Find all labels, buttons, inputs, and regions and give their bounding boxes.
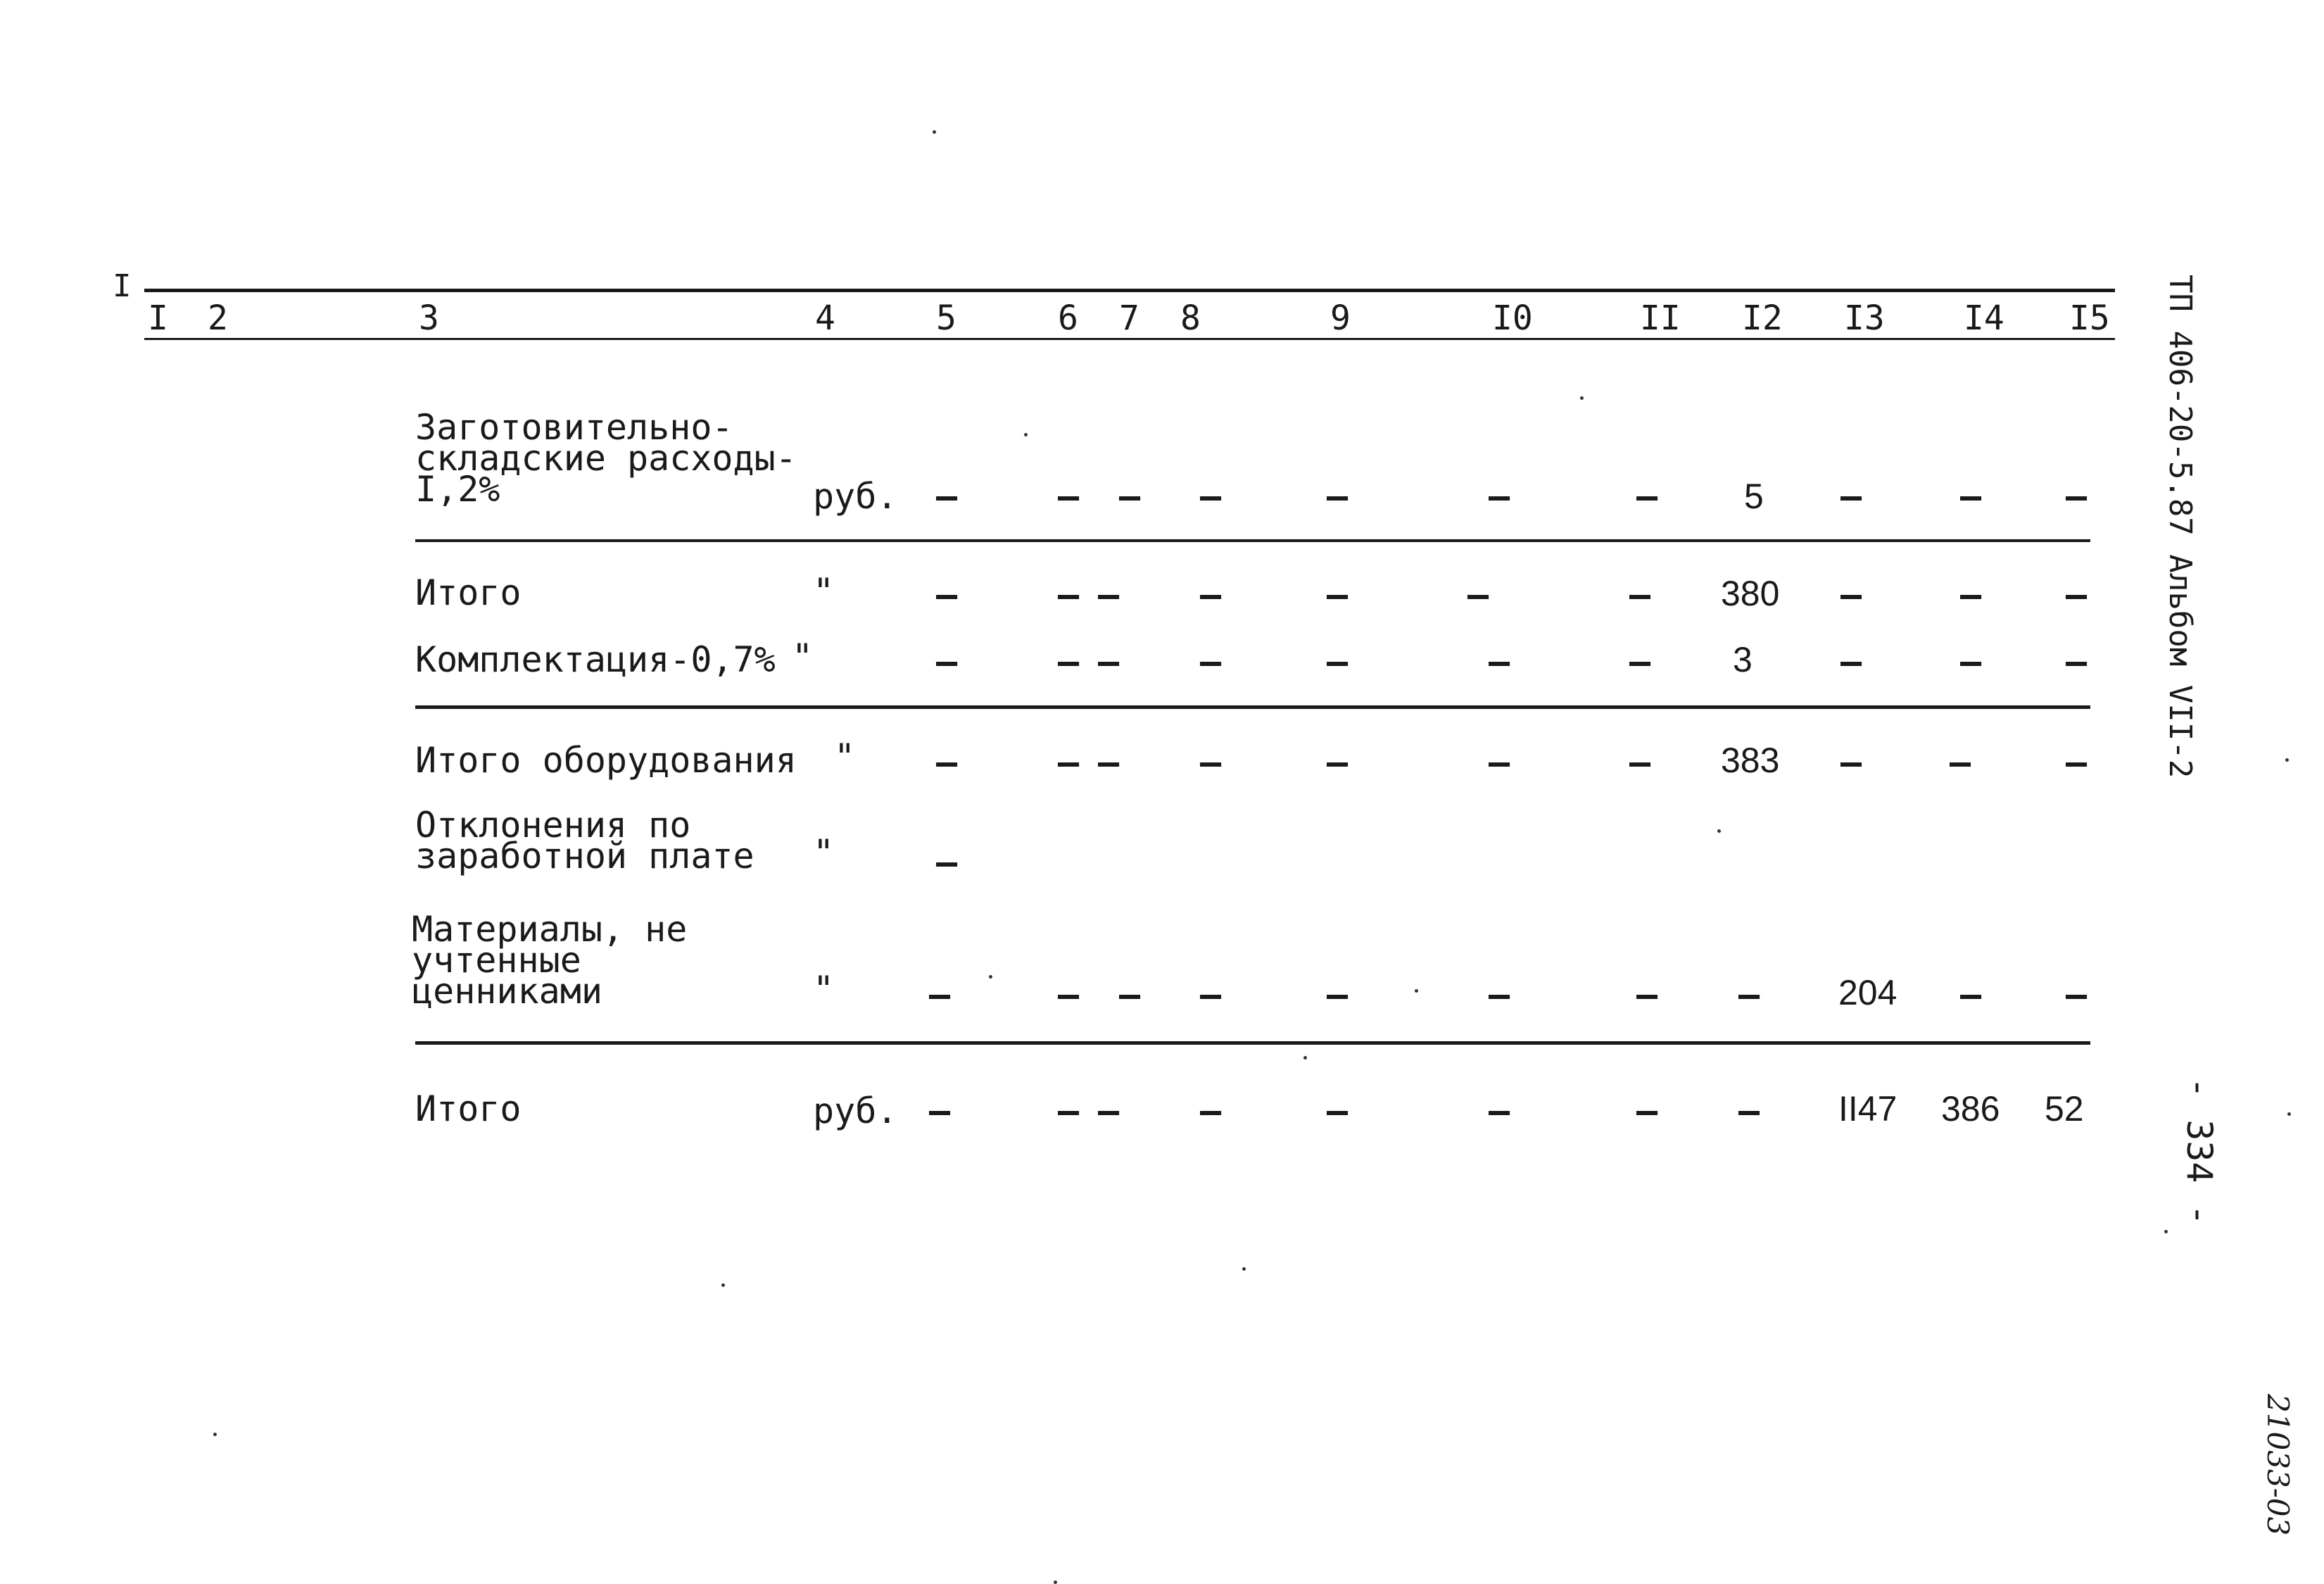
cell-10: – [1489,476,1510,517]
cell-6: – [1058,476,1080,517]
col-num-3: 3 [419,298,439,338]
row-label: Материалы, не учтенные ценниками [412,909,688,1012]
row-separator [415,539,2090,542]
row-unit: руб. [813,476,898,517]
cell-15: – [2066,742,2088,783]
row-unit: " [792,636,814,677]
scan-speck [1024,433,1028,436]
scan-speck [2164,1230,2168,1233]
cell-5: – [936,641,958,682]
row-unit: " [834,736,856,777]
cell-5: – [936,842,958,883]
header-top-rule [144,289,2115,292]
cell-9: – [1327,476,1349,517]
cell-12: 383 [1721,741,1780,780]
scan-speck [1054,1580,1057,1584]
cell-13: II47 [1838,1089,1897,1129]
cell-14: – [1950,742,1971,783]
cell-11: – [1629,742,1651,783]
cell-10: – [1489,1090,1510,1131]
cell-10: – [1489,974,1510,1015]
row-separator [415,705,2090,709]
row-label: Итого оборудования [415,740,797,781]
col-num-10: I0 [1492,298,1533,338]
cell-5: – [929,1090,951,1131]
margin-mark: I [113,268,132,304]
col-num-4: 4 [815,298,835,338]
row-label: Заготовительно- складские расходы- I,2% [415,407,797,510]
cell-10: – [1467,574,1489,615]
header-bottom-rule [144,338,2115,340]
cell-9: – [1327,974,1349,1015]
scan-speck [1242,1267,1246,1271]
cell-14: 386 [1941,1089,2000,1129]
cell-7: – [1098,574,1120,615]
cell-14: – [1960,974,1982,1015]
row-label: Отклонения по заработной плате [415,805,754,876]
cell-15: – [2066,476,2088,517]
cell-13: 204 [1838,973,1897,1012]
col-num-8: 8 [1180,298,1201,338]
col-num-5: 5 [936,298,956,338]
cell-12: – [1738,1090,1760,1131]
row-separator [415,1041,2090,1045]
cell-9: – [1327,1090,1349,1131]
cell-11: – [1629,641,1651,682]
row-unit: " [813,571,835,612]
cell-12: 5 [1744,477,1764,516]
row-unit: " [813,832,835,873]
page-number: - 334 - [2179,1077,2220,1226]
cell-5: – [936,742,958,783]
cell-11: – [1629,574,1651,615]
cell-13: – [1840,574,1862,615]
cell-8: – [1200,742,1222,783]
col-num-14: I4 [1964,298,2004,338]
scan-speck [1580,396,1584,400]
row-label: Итого [415,572,522,613]
scan-speck [989,975,992,979]
archive-stamp: 21033-03 [2261,1394,2295,1536]
row-unit: руб. [813,1090,898,1131]
cell-6: – [1058,641,1080,682]
cell-7: – [1119,974,1141,1015]
scan-speck [1717,829,1721,833]
cell-14: – [1960,476,1982,517]
cell-6: – [1058,742,1080,783]
cell-13: – [1840,742,1862,783]
cell-12: 380 [1721,574,1780,613]
cell-8: – [1200,574,1222,615]
cell-8: – [1200,641,1222,682]
cell-5: – [929,974,951,1015]
row-label: Комплектация-0,7% [415,639,776,680]
cell-12: 3 [1733,640,1753,679]
col-num-15: I5 [2069,298,2110,338]
scan-speck [721,1283,725,1287]
cell-11: – [1636,476,1658,517]
cell-7: – [1098,641,1120,682]
cell-5: – [936,476,958,517]
col-num-13: I3 [1844,298,1885,338]
cell-10: – [1489,742,1510,783]
album-side-label: ТП 406-20-5.87 Альбом VII-2 [2162,275,2198,779]
cell-5: – [936,574,958,615]
col-num-12: I2 [1742,298,1783,338]
cell-13: – [1840,641,1862,682]
row-unit: " [813,969,835,1010]
col-num-9: 9 [1330,298,1351,338]
cell-8: – [1200,974,1222,1015]
cell-15: – [2066,574,2088,615]
cell-7: – [1119,476,1141,517]
col-num-2: 2 [208,298,228,338]
scan-speck [2287,1112,2291,1116]
scan-speck [933,130,936,134]
cell-12: – [1738,974,1760,1015]
cell-15: – [2066,641,2088,682]
cell-9: – [1327,742,1349,783]
scan-speck [213,1433,217,1436]
cell-14: – [1960,641,1982,682]
col-num-11: II [1640,298,1681,338]
scan-speck [1415,989,1418,993]
col-num-6: 6 [1058,298,1078,338]
cell-15: 52 [2045,1089,2084,1129]
row-label: Итого [415,1088,522,1129]
scan-speck [2285,758,2289,762]
cell-6: – [1058,974,1080,1015]
cell-7: – [1098,1090,1120,1131]
cell-8: – [1200,1090,1222,1131]
cell-6: – [1058,1090,1080,1131]
cell-13: – [1840,476,1862,517]
scan-speck [1303,1056,1307,1060]
cell-14: – [1960,574,1982,615]
cell-10: – [1489,641,1510,682]
cell-11: – [1636,974,1658,1015]
cell-8: – [1200,476,1222,517]
cell-7: – [1098,742,1120,783]
cell-6: – [1058,574,1080,615]
col-num-7: 7 [1119,298,1139,338]
cell-9: – [1327,641,1349,682]
cell-15: – [2066,974,2088,1015]
cell-9: – [1327,574,1349,615]
cell-11: – [1636,1090,1658,1131]
col-num-1: I [148,298,168,338]
